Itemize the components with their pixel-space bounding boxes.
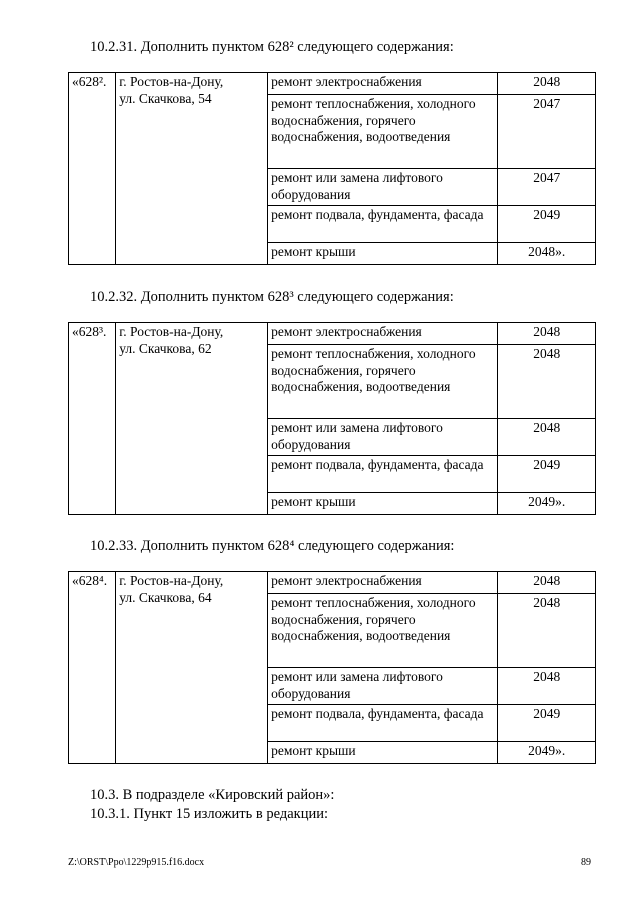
address-city: г. Ростов-на-Дону, (119, 573, 224, 588)
table-row (69, 73, 596, 95)
address-street: ул. Скачкова, 62 (119, 340, 212, 356)
address-city: г. Ростов-на-Дону, (119, 74, 224, 89)
closing-line-1: 10.3. В подразделе «Кировский район»: (90, 787, 335, 803)
work-type-cell: ремонт теплоснабжения, холодного водоснабжения, горячего водоснабжения, водоотведения (268, 95, 498, 169)
year-cell: 2048 (498, 668, 596, 705)
item-table (68, 72, 596, 265)
work-type-cell: ремонт теплоснабжения, холодного водоснабжения, горячего водоснабжения, водоотведения (268, 345, 498, 419)
year-cell: 2048 (498, 323, 596, 345)
page-number: 89 (581, 857, 591, 868)
work-type-cell: ремонт крыши (268, 493, 498, 515)
year-cell: 2047 (498, 95, 596, 169)
year-cell: 2047 (498, 169, 596, 206)
footer-file-path: Z:\ORST\Ppo\1229p915.f16.docx (68, 857, 205, 868)
item-address (116, 73, 268, 265)
year-cell: 2049». (498, 493, 596, 515)
year-cell: 2049 (498, 206, 596, 243)
year-cell: 2048 (498, 73, 596, 95)
work-type-cell: ремонт или замена лифтового оборудования (268, 668, 498, 705)
work-type-cell: ремонт или замена лифтового оборудования (268, 419, 498, 456)
section-heading: 10.2.31. Дополнить пунктом 628² следующего содержания: (90, 39, 454, 55)
work-type-cell: ремонт подвала, фундамента, фасада (268, 456, 498, 493)
work-type-cell: ремонт подвала, фундамента, фасада (268, 206, 498, 243)
address-street: ул. Скачкова, 54 (119, 90, 212, 106)
work-type-cell: ремонт теплоснабжения, холодного водоснабжения, горячего водоснабжения, водоотведения (268, 594, 498, 668)
year-cell: 2048 (498, 594, 596, 668)
year-cell: 2049 (498, 456, 596, 493)
item-address (116, 572, 268, 764)
address-city: г. Ростов-на-Дону, (119, 324, 224, 339)
work-type-cell: ремонт электроснабжения (268, 323, 498, 345)
work-type-cell: ремонт крыши (268, 742, 498, 764)
work-type-cell: ремонт или замена лифтового оборудования (268, 169, 498, 206)
section-heading: 10.2.32. Дополнить пунктом 628³ следующего содержания: (90, 289, 454, 305)
table-row (69, 572, 596, 594)
item-address (116, 323, 268, 515)
closing-line-2: 10.3.1. Пункт 15 изложить в редакции: (90, 806, 329, 822)
item-number: «628². (69, 73, 116, 265)
work-type-cell: ремонт крыши (268, 243, 498, 265)
work-type-cell: ремонт подвала, фундамента, фасада (268, 705, 498, 742)
year-cell: 2049». (498, 742, 596, 764)
year-cell: 2048 (498, 419, 596, 456)
section-heading: 10.2.33. Дополнить пунктом 628⁴ следующего содержания: (90, 538, 455, 554)
year-cell: 2048». (498, 243, 596, 265)
year-cell: 2048 (498, 345, 596, 419)
item-number: «628⁴. (69, 572, 116, 764)
item-table (68, 571, 596, 764)
table-row (69, 323, 596, 345)
item-table (68, 322, 596, 515)
item-number: «628³. (69, 323, 116, 515)
year-cell: 2048 (498, 572, 596, 594)
year-cell: 2049 (498, 705, 596, 742)
work-type-cell: ремонт электроснабжения (268, 572, 498, 594)
work-type-cell: ремонт электроснабжения (268, 73, 498, 95)
address-street: ул. Скачкова, 64 (119, 589, 212, 605)
